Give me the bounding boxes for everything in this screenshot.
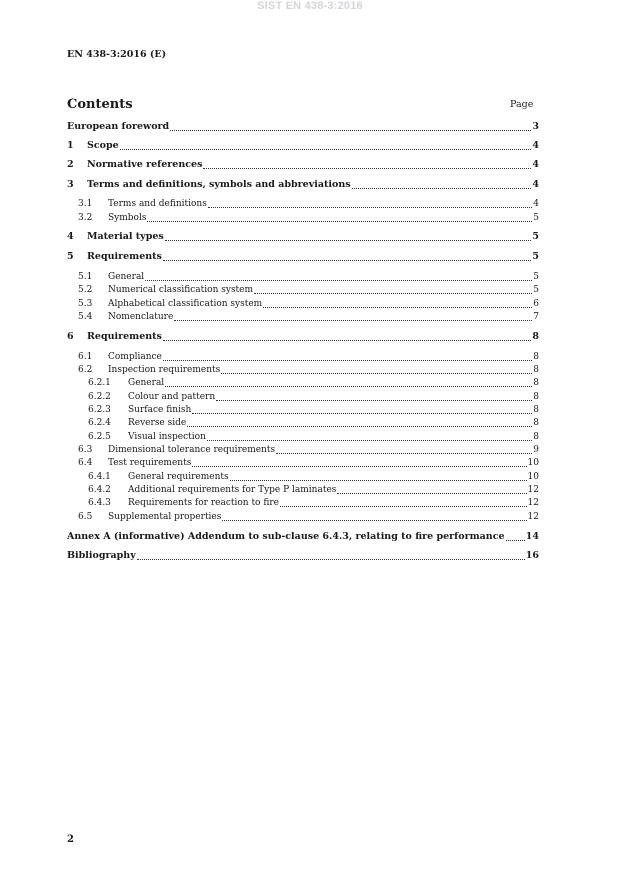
toc-entry-number: 3.1 [78, 199, 93, 209]
toc-entry[interactable] [88, 391, 539, 403]
toc-leader-dots [137, 558, 525, 560]
toc-entry-number: 6.2.1 [88, 378, 111, 388]
toc-entry[interactable] [88, 497, 539, 509]
watermark: SIST EN 438-3:2016 [257, 0, 363, 12]
toc-entry-page: 3 [532, 121, 539, 132]
toc-entry-page: 12 [527, 485, 539, 495]
toc-entry-page: 5 [533, 213, 539, 223]
toc-entry-page: 5 [533, 272, 539, 282]
toc-entry-title: General [108, 272, 145, 282]
toc-entry-number: 2 [67, 159, 74, 170]
toc-entry[interactable] [88, 377, 539, 389]
toc-entry-number: 4 [67, 231, 74, 242]
toc-leader-dots [163, 359, 532, 361]
toc-entry[interactable] [78, 511, 539, 523]
toc-leader-dots [165, 239, 532, 241]
toc-leader-dots [120, 148, 532, 150]
toc-entry-page: 4 [532, 159, 539, 170]
toc-entry-number: 5.3 [78, 299, 93, 309]
toc-leader-dots [337, 492, 526, 494]
toc-entry-title: Normative references [87, 159, 203, 170]
toc-entry-title: Annex A (informative) Addendum to sub-clause 6.4.3, relating to fire performance [67, 531, 505, 542]
toc-entry[interactable] [78, 271, 539, 283]
toc-leader-dots [216, 399, 532, 401]
toc-entry[interactable] [78, 364, 539, 376]
toc-leader-dots [203, 167, 531, 169]
toc-entry-page: 4 [533, 199, 539, 209]
toc-entry-page: 8 [532, 331, 539, 342]
toc-entry-title: Supplemental properties [108, 512, 222, 522]
toc-leader-dots [208, 206, 532, 208]
document-id: EN 438-3:2016 (E) [67, 49, 167, 60]
toc-entry-title: General requirements [128, 472, 229, 482]
toc-entry[interactable] [78, 457, 539, 469]
toc-entry-title: Terms and definitions, symbols and abbreviations [87, 179, 351, 190]
toc-entry-number: 6.5 [78, 512, 93, 522]
toc-entry-title: Surface finish [128, 405, 192, 415]
toc-leader-dots [147, 220, 532, 222]
toc-entry[interactable] [88, 431, 539, 443]
toc-entry-page: 5 [532, 251, 539, 262]
toc-entry-page: 8 [533, 378, 539, 388]
toc-entry-page: 9 [533, 445, 539, 455]
toc-leader-dots [187, 425, 532, 427]
toc-entry[interactable] [67, 231, 539, 243]
toc-entry-title: European foreword [67, 121, 170, 132]
toc-entry-number: 6.2.3 [88, 405, 111, 415]
toc-entry[interactable] [88, 417, 539, 429]
toc-entry-number: 6.4.3 [88, 498, 111, 508]
toc-entry-number: 6.2 [78, 365, 93, 375]
toc-entry[interactable] [78, 444, 539, 456]
toc-leader-dots [192, 465, 526, 467]
toc-entry[interactable] [67, 179, 539, 191]
toc-entry-page: 4 [532, 140, 539, 151]
footer-page-number: 2 [67, 834, 74, 845]
toc-entry-number: 5 [67, 251, 74, 262]
toc-entry-number: 6.4.2 [88, 485, 111, 495]
toc-entry-title: Compliance [108, 352, 162, 362]
toc-entry-number: 6.1 [78, 352, 93, 362]
toc-leader-dots [263, 306, 532, 308]
toc-entry[interactable] [88, 404, 539, 416]
toc-entry-page: 10 [527, 472, 539, 482]
toc-entry-number: 3.2 [78, 213, 93, 223]
toc-entry[interactable] [88, 484, 539, 496]
toc-entry-title: Requirements [87, 331, 162, 342]
toc-entry-number: 6 [67, 331, 74, 342]
toc-entry-page: 8 [533, 405, 539, 415]
toc-entry-number: 6.3 [78, 445, 93, 455]
toc-entry-title: Symbols [108, 213, 147, 223]
toc-entry-title: Visual inspection [128, 432, 206, 442]
toc-entry-page: 10 [527, 458, 539, 468]
toc-leader-dots [280, 505, 527, 507]
toc-entry[interactable] [67, 140, 539, 152]
toc-leader-dots [163, 259, 531, 261]
toc-entry[interactable] [78, 351, 539, 363]
toc-entry-title: Alphabetical classification system [108, 299, 263, 309]
toc-entry-number: 6.2.2 [88, 392, 111, 402]
toc-leader-dots [276, 452, 532, 454]
toc-entry[interactable] [67, 251, 539, 263]
toc-leader-dots [506, 539, 525, 541]
toc-entry[interactable] [78, 212, 539, 224]
toc-leader-dots [192, 412, 532, 414]
toc-entry-page: 12 [527, 512, 539, 522]
toc-entry-page: 4 [532, 179, 539, 190]
toc-entry[interactable] [78, 311, 539, 323]
toc-entry-title: Additional requirements for Type P laminates [128, 485, 337, 495]
toc-entry-page: 16 [525, 550, 539, 561]
contents-heading: Contents [67, 97, 133, 112]
toc-entry-page: 6 [533, 299, 539, 309]
toc-leader-dots [230, 479, 527, 481]
toc-entry-page: 8 [533, 352, 539, 362]
toc-entry-page: 8 [533, 392, 539, 402]
toc-leader-dots [174, 319, 532, 321]
toc-leader-dots [221, 372, 532, 374]
toc-leader-dots [207, 439, 532, 441]
toc-entry-title: Colour and pattern [128, 392, 216, 402]
toc-entry-title: Bibliography [67, 550, 136, 561]
toc-entry[interactable] [78, 298, 539, 310]
toc-entry[interactable] [88, 471, 539, 483]
toc-entry-number: 1 [67, 140, 74, 151]
toc-entry-number: 6.4 [78, 458, 93, 468]
toc-leader-dots [222, 519, 526, 521]
toc-leader-dots [254, 292, 532, 294]
toc-entry-page: 12 [527, 498, 539, 508]
toc-entry-title: Numerical classification system [108, 285, 254, 295]
toc-entry-number: 6.4.1 [88, 472, 111, 482]
toc-entry-number: 5.1 [78, 272, 93, 282]
toc-entry-title: Dimensional tolerance requirements [108, 445, 276, 455]
toc-entry-page: 8 [533, 365, 539, 375]
toc-entry-number: 3 [67, 179, 74, 190]
toc-entry-number: 5.4 [78, 312, 93, 322]
toc-entry-page: 7 [533, 312, 539, 322]
toc-entry-title: Test requirements [108, 458, 192, 468]
toc-entry-number: 6.2.4 [88, 418, 111, 428]
toc-entry-title: Terms and definitions [108, 199, 207, 209]
toc-leader-dots [163, 339, 531, 341]
toc-leader-dots [145, 279, 532, 281]
toc-entry[interactable] [67, 121, 539, 133]
toc-leader-dots [352, 187, 532, 189]
toc-leader-dots [165, 385, 532, 387]
toc-entry-title: Material types [87, 231, 164, 242]
toc-entry[interactable] [67, 550, 539, 562]
toc-entry-title: Requirements [87, 251, 162, 262]
toc-entry-title: Inspection requirements [108, 365, 221, 375]
toc-entry[interactable] [67, 159, 539, 171]
toc-leader-dots [170, 129, 531, 131]
toc-entry[interactable] [78, 284, 539, 296]
page-column-label: Page [510, 99, 534, 110]
toc-entry-number: 5.2 [78, 285, 93, 295]
toc-entry-page: 5 [533, 285, 539, 295]
toc-entry-number: 6.2.5 [88, 432, 111, 442]
toc-entry[interactable] [67, 531, 539, 543]
toc-entry-page: 14 [525, 531, 539, 542]
toc-entry-title: General [128, 378, 165, 388]
toc-entry[interactable] [67, 331, 539, 343]
toc-entry-title: Scope [87, 140, 119, 151]
toc-entry-page: 5 [532, 231, 539, 242]
toc-entry-title: Nomenclature [108, 312, 174, 322]
toc-entry-page: 8 [533, 432, 539, 442]
toc-entry-page: 8 [533, 418, 539, 428]
toc-entry[interactable] [78, 198, 539, 210]
toc-entry-title: Requirements for reaction to fire [128, 498, 279, 508]
toc-entry-title: Reverse side [128, 418, 187, 428]
